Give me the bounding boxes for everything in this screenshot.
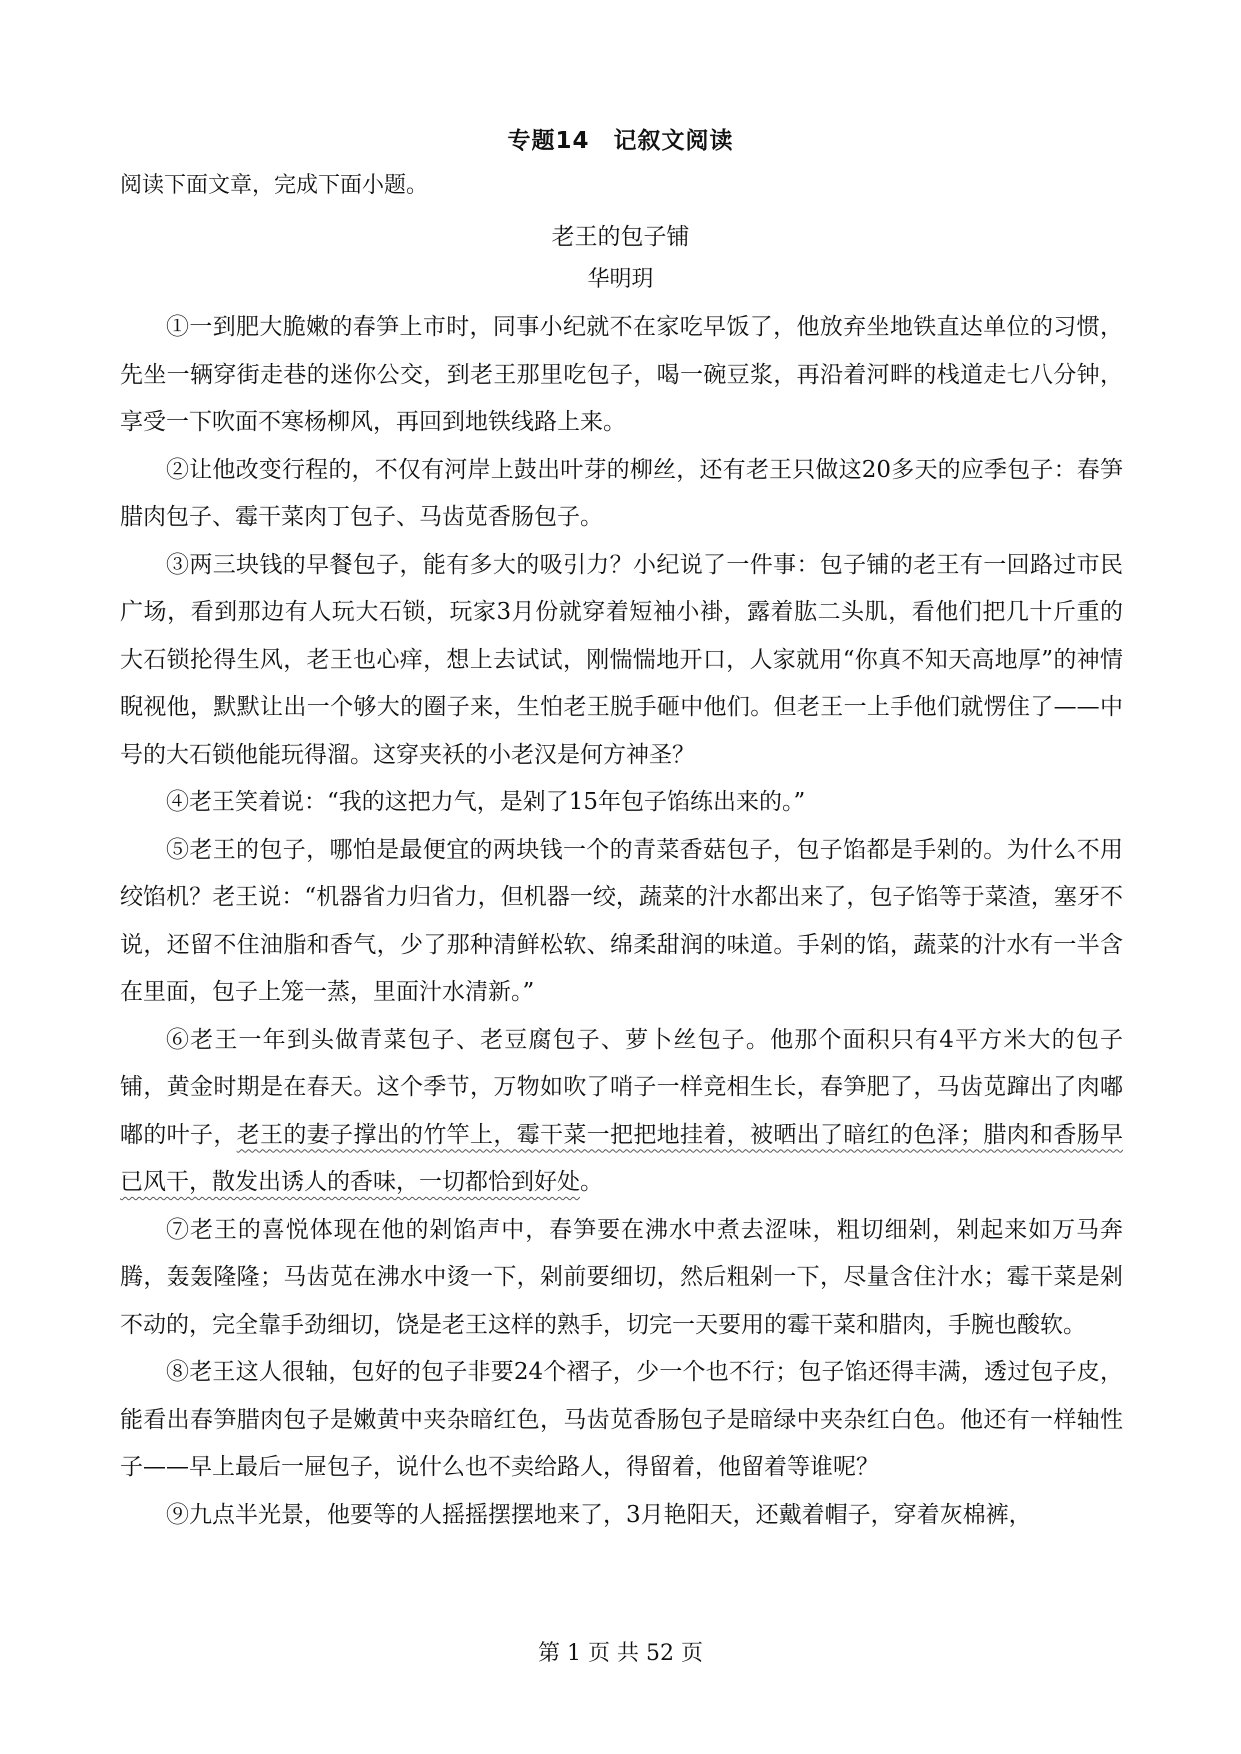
article-title: 老王的包子铺	[551, 224, 690, 250]
paragraph-2: ②让他改变行程的，不仅有河岸上鼓出叶芽的柳丝，还有老王只做这20多天的应季包子：春笋腊肉包子、霉干菜肉丁包子、马齿苋香肠包子。	[120, 456, 1123, 530]
paragraph-3: ③两三块钱的早餐包子，能有多大的吸引力？小纪说了一件事：包子铺的老王有一回路过市民广场，看到那边有人玩大石锁，玩家3月份就穿着短袖小褂，露着肱二头肌，看他们把几十斤重的大石锁抡得生风，老王也心痒，想上去试试，刚惴惴地开口，人家就用“你真不知天高地厚”的神情睨视他，默默让出一个够大的圈子来，生怕老王脱手砸中他们。但老王一上手他们就愣住了——中号的大石锁他能玩得溜。这穿夹袄的小老汉是何方神圣？	[120, 551, 1123, 768]
paragraph-8: ⑧老王这人很轴，包好的包子非要24个褶子，少一个也不行；包子馅还得丰满，透过包子皮，能看出春笋腊肉包子是嫩黄中夹杂暗红色，马齿苋香肠包子是暗绿中夹杂红白色。他还有一样轴性子——早上最后一屉包子，说什么也不卖给路人，得留着，他留着等谁呢？	[120, 1359, 1123, 1480]
paragraph-6	[120, 1017, 1123, 1207]
paragraph-6-end: 。	[580, 1169, 603, 1195]
wavy-underlined-sentence: 老王的妻子撑出的竹竿上，霉干菜一把把地挂着，被晒出了暗红的色泽；腊肉和香肠早已风干，散发出诱人的香味，一切都恰到好处	[120, 1121, 1124, 1195]
paragraph-7: ⑦老王的喜悦体现在他的剁馅声中，春笋要在沸水中煮去涩味，粗切细剁，剁起来如万马奔腾，轰轰隆隆；马齿苋在沸水中烫一下，剁前要细切，然后粗剁一下，尽量含住汁水；霉干菜是剁不动的，完全靠手劲细切，饶是老王这样的熟手，切完一天要用的霉干菜和腊肉，手腕也酸软。	[120, 1216, 1123, 1338]
article-author: 华明玥	[587, 267, 654, 292]
paragraph-4: ④老王笑着说：“我的这把力气，是剁了15年包子馅练出来的。”	[166, 789, 806, 815]
paragraph-5: ⑤老王的包子，哪怕是最便宜的两块钱一个的青菜香菇包子，包子馅都是手剁的。为什么不用绞馅机？老王说：“机器省力归省力，但机器一绞，蔬菜的汁水都出来了，包子馅等于菜渣，塞牙不说，还留不住油脂和香气，少了那种清鲜松软、绵柔甜润的味道。手剁的馅，蔬菜的汁水有一半含在里面，包子上笼一蒸，里面汁水清新。”	[120, 836, 1123, 1005]
paragraph-9: ⑨九点半光景，他要等的人摇摇摆摆地来了，3月艳阳天，还戴着帽子，穿着灰棉裤，	[166, 1501, 1032, 1528]
instruction-text: 阅读下面文章，完成下面小题。	[120, 173, 429, 198]
article-body	[120, 304, 1123, 1539]
page-title: 专题14 记叙文阅读	[507, 128, 734, 154]
page-number: 第 1 页 共 52 页	[538, 1641, 703, 1666]
paragraph-6-text: ⑥老王一年到头做青菜包子、老豆腐包子、萝卜丝包子。他那个面积只有4平方米大的包子铺，黄金时期是在春天。这个季节，万物如吹了哨子一样竞相生长，春笋肥了，马齿苋蹿出了肉嘟嘟的叶子，	[120, 1026, 1123, 1148]
paragraph-1: ①一到肥大脆嫩的春笋上市时，同事小纪就不在家吃早饭了，他放弃坐地铁直达单位的习惯，先坐一辆穿街走巷的迷你公交，到老王那里吃包子，喝一碗豆浆，再沿着河畔的栈道走七八分钟，享受一下吹面不寒杨柳风，再回到地铁线路上来。	[120, 314, 1123, 435]
